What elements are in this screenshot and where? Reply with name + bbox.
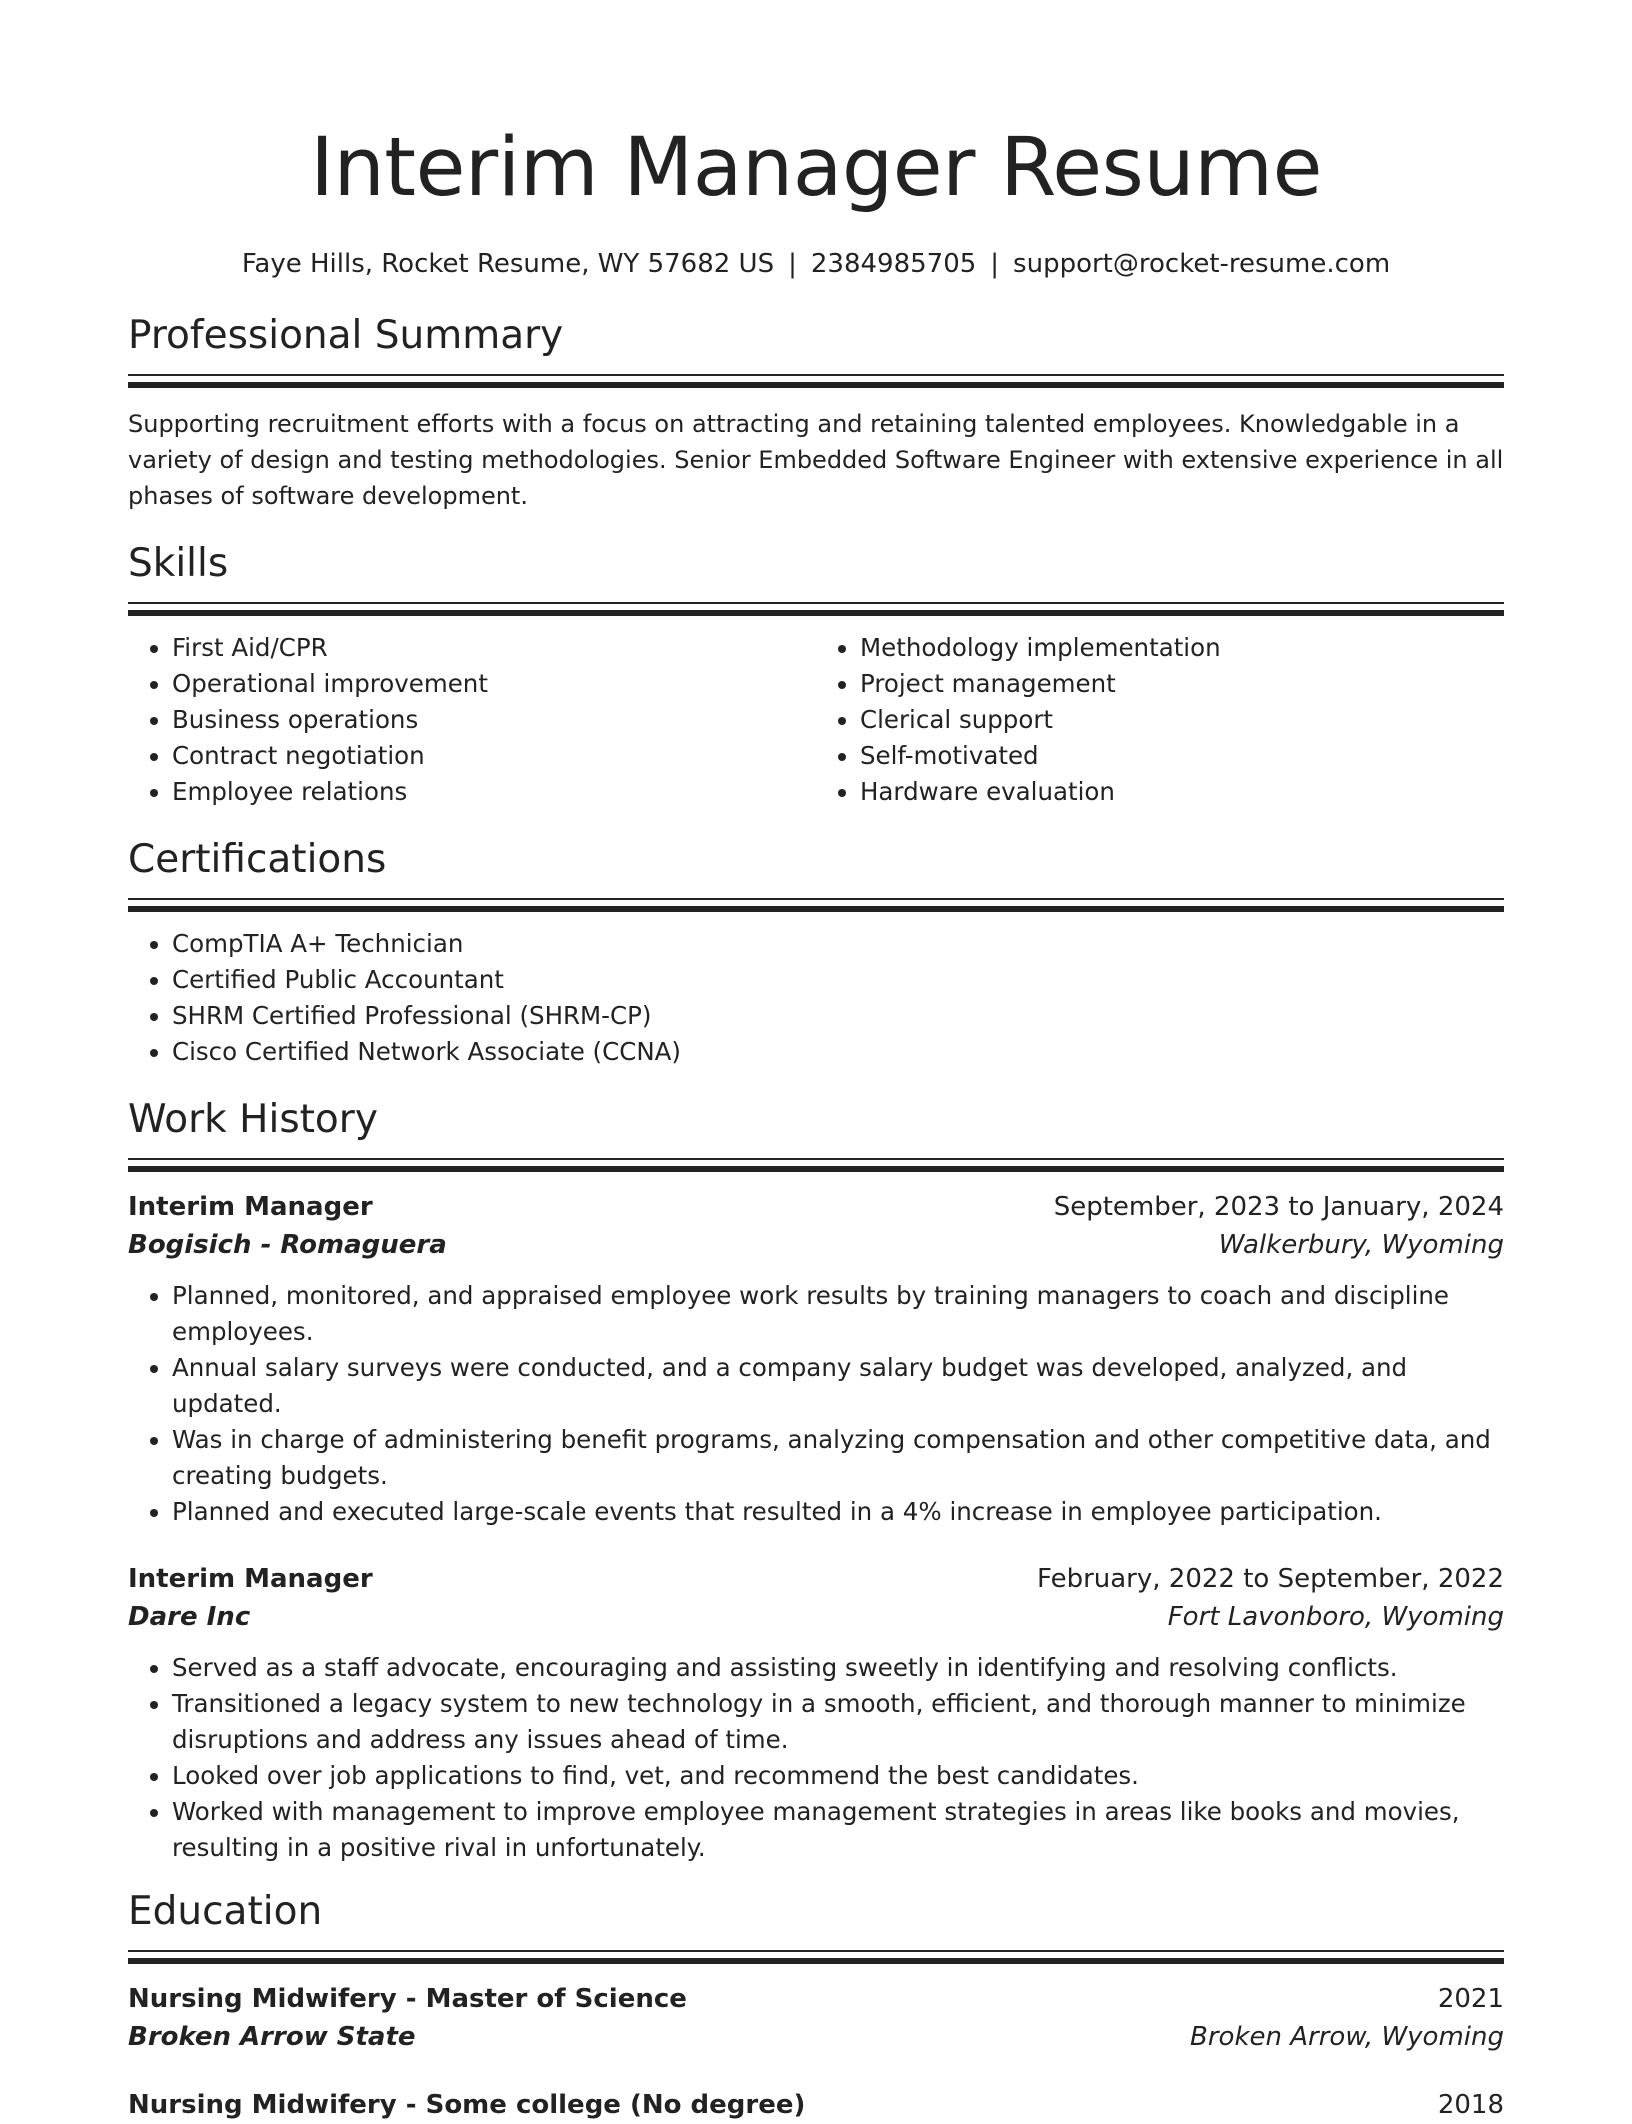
contact-line	[128, 246, 1504, 282]
resume-title: Interim Manager Resume	[310, 121, 1322, 215]
job-header	[128, 1188, 1504, 1226]
certifications-list	[128, 926, 1504, 1070]
section-divider	[128, 1950, 1504, 1952]
job-dates: September, 2023 to January, 2024	[1053, 1192, 1504, 1222]
skill-item: • Contract negotiation	[172, 738, 816, 774]
summary-section	[128, 312, 1504, 514]
certification-item: • Certified Public Accountant	[172, 962, 1504, 998]
job-dates: February, 2022 to September, 2022	[1037, 1564, 1504, 1594]
education-location: Broken Arrow, Wyoming	[1190, 2022, 1504, 2052]
job-bullet: • Served as a staff advocate, encouraging and assisting sweetly in identifying and resolving conflicts.	[172, 1650, 1504, 1686]
section-divider	[128, 1166, 1504, 1172]
education-year: 2018	[1437, 2090, 1504, 2120]
job-bullet: • Planned and executed large-scale events that resulted in a 4% increase in employee participation.	[172, 1494, 1504, 1530]
certification-item: • SHRM Certified Professional (SHRM-CP)	[172, 998, 1504, 1034]
summary-text: Supporting recruitment efforts with a focus on attracting and retaining talented employees. Knowledgable in a variety of design and testing methodologies. Senior Embedded Software Engineer with extensive experience in all phases of software development.	[128, 410, 1504, 510]
education-subheader	[128, 2018, 1504, 2056]
skills-grid	[128, 630, 1504, 810]
section-heading-summary: Professional Summary	[128, 313, 564, 358]
section-divider	[128, 1158, 1504, 1160]
certification-item: • Cisco Certified Network Associate (CCNA)	[172, 1034, 1504, 1070]
section-divider	[128, 1958, 1504, 1964]
contact-separator: |	[990, 249, 1000, 279]
job-header	[128, 1560, 1504, 1598]
section-heading-work-history: Work History	[128, 1097, 378, 1142]
section-heading-certifications: Certifications	[128, 837, 387, 882]
job-bullet: • Worked with management to improve employee management strategies in areas like books and movies, resulting in a positive rival in unfortunately.	[172, 1794, 1504, 1866]
skill-item: • Operational improvement	[172, 666, 816, 702]
job-company: Bogisich - Romaguera	[128, 1230, 447, 1260]
contact-location: Faye Hills, Rocket Resume, WY 57682 US	[241, 249, 775, 279]
education-entry	[128, 1980, 1504, 2056]
job-location: Walkerbury, Wyoming	[1218, 1230, 1504, 1260]
job-entry	[128, 1560, 1504, 1866]
skill-item: • Project management	[860, 666, 1504, 702]
certification-item: • CompTIA A+ Technician	[172, 926, 1504, 962]
section-heading-skills: Skills	[128, 541, 229, 586]
section-divider	[128, 906, 1504, 912]
section-divider	[128, 382, 1504, 388]
certifications-section	[128, 836, 1504, 1070]
contact-separator: |	[788, 249, 797, 279]
education-year: 2021	[1437, 1984, 1504, 2014]
section-divider	[128, 374, 1504, 376]
job-bullets	[128, 1278, 1504, 1530]
section-divider	[128, 602, 1504, 604]
job-subheader	[128, 1598, 1504, 1636]
education-header	[128, 2086, 1504, 2124]
education-section	[128, 1888, 1504, 2124]
work-history-section	[128, 1096, 1504, 1866]
skills-section	[128, 540, 1504, 810]
section-divider	[128, 610, 1504, 616]
job-bullet: • Looked over job applications to find, vet, and recommend the best candidates.	[172, 1758, 1504, 1794]
skill-item: • Hardware evaluation	[860, 774, 1504, 810]
job-title: Interim Manager	[128, 1564, 373, 1594]
contact-phone: 2384985705	[810, 249, 977, 279]
job-subheader	[128, 1226, 1504, 1264]
education-degree: Nursing Midwifery - Some college (No degree)	[128, 2090, 806, 2120]
contact-email[interactable]: support@rocket-resume.com	[1013, 249, 1391, 279]
skill-item: • First Aid/CPR	[172, 630, 816, 666]
skill-item: • Clerical support	[860, 702, 1504, 738]
education-entry	[128, 2086, 1504, 2124]
job-bullet: • Transitioned a legacy system to new technology in a smooth, efficient, and thorough manner to minimize disruptions and address any issues ahead of time.	[172, 1686, 1504, 1758]
skills-list-right	[816, 630, 1504, 810]
skills-list-left	[128, 630, 816, 810]
education-school: Broken Arrow State	[128, 2022, 416, 2052]
education-degree: Nursing Midwifery - Master of Science	[128, 1984, 687, 2014]
skill-item: • Methodology implementation	[860, 630, 1504, 666]
job-entry	[128, 1188, 1504, 1530]
education-header	[128, 1980, 1504, 2018]
skill-item: • Self-motivated	[860, 738, 1504, 774]
job-bullet: • Planned, monitored, and appraised employee work results by training managers to coach and discipline employees.	[172, 1278, 1504, 1350]
job-bullet: • Was in charge of administering benefit programs, analyzing compensation and other competitive data, and creating budgets.	[172, 1422, 1504, 1494]
skill-item: • Business operations	[172, 702, 816, 738]
job-title: Interim Manager	[128, 1192, 373, 1222]
skill-item: • Employee relations	[172, 774, 816, 810]
job-bullets	[128, 1650, 1504, 1866]
section-divider	[128, 898, 1504, 900]
job-location: Fort Lavonboro, Wyoming	[1167, 1602, 1504, 1632]
section-heading-education: Education	[128, 1889, 323, 1934]
job-bullet: • Annual salary surveys were conducted, and a company salary budget was developed, analyzed, and updated.	[172, 1350, 1504, 1422]
job-company: Dare Inc	[128, 1602, 251, 1632]
